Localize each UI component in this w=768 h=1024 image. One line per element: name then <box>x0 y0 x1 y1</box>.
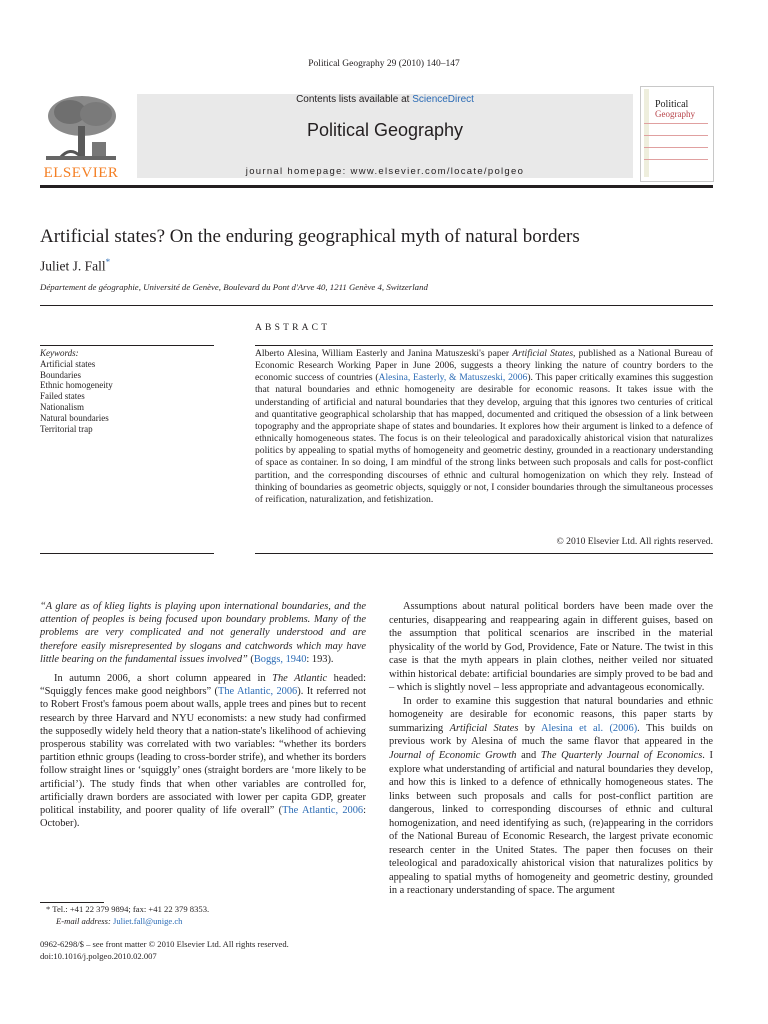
keywords-top-rule <box>40 345 214 346</box>
abstract-part: ). This paper critically examines this suggestion that natural boundaries and ethnic homogeneity are desirable for economic reasons. It takes issue with the understanding of artificial and natural boundaries that they develop, arguing that this ignores two centuries of critical and quantitative geographical scholarship that has mapped, documented and critiqued the obsession of a link between topography and the appropriate shape of states and boundaries. It explores how their argument is linked to a defence of ethnically homogeneous states. The focus is on their teleological and paradoxically ahistorical vision that naturalizes politics by appealing to spatial myths of homogeneity and geometric destiny, grounded in a reactionary understanding of space as container. In so doing, I am mindful of the strong links between such proposals and calls for post-conflict partition, and the corresponding discourses of ethnic and cultural homogenization on which they rely. Instead of thinking of boundaries as geometric objects, squiggly or not, I consider boundaries through the simultaneous processes of reification, naturalization, and fetishization. <box>255 372 713 505</box>
article-title: Artificial states? On the enduring geographical myth of natural borders <box>40 226 580 247</box>
keyword-item: Nationalism <box>40 401 84 412</box>
quote-part: : 193). <box>306 653 334 665</box>
elsevier-wordmark: ELSEVIER <box>43 165 119 181</box>
abstract-text <box>255 348 713 506</box>
author-name: Juliet J. Fall <box>40 258 106 274</box>
text-italic: Artificial States <box>449 722 519 734</box>
text-part: headed: “Squiggly fences make good neighbors” ( <box>40 673 366 698</box>
text-italic: Journal of Economic Growth <box>389 750 517 762</box>
abstract-part: , published as a National Bureau of Economic Research Working Paper in June 2006, suggests a theory linking the nature of country borders to the economic success of countries ( <box>255 348 713 384</box>
abstract-top-rule <box>255 345 713 346</box>
body-paragraph <box>389 695 713 898</box>
journal-homepage[interactable]: journal homepage: www.elsevier.com/locate/polgeo <box>245 166 525 177</box>
text-part: . I explore what understanding of artificial and natural boundaries they develop, and how this is linked to a defence of ethnically homogeneous states. The links between such proposals and calls for post-conflict partition are dangerous, linked to corresponding discourses of ethnic and cultural homogenization, and need identifying as such, (re)appearing in the corridors of the National Bureau of Economic Research, the largest private economic research center in the United States. The paper then focuses on their teleological and paradoxically ahistorical vision that naturalizes politics by appealing to spatial myths of homogeneity and geometric destiny, grounded in a reactionary understanding of space. The argument <box>389 750 714 897</box>
keywords-bottom-rule <box>40 553 214 554</box>
journal-cover-thumbnail[interactable] <box>640 86 714 182</box>
quote-citation-link[interactable]: Boggs, 1940 <box>253 653 307 665</box>
author-footnote-mark[interactable]: * <box>105 257 111 267</box>
title-rule <box>40 305 713 306</box>
keywords-heading: Keywords: <box>40 348 79 358</box>
elsevier-tree-logo <box>40 92 122 164</box>
journal-title: Political Geography <box>306 120 464 140</box>
cover-rule <box>644 135 708 136</box>
cover-rule <box>644 159 708 160</box>
keyword-item: Failed states <box>40 391 85 402</box>
citation-link[interactable]: The Atlantic, 2006 <box>218 686 298 698</box>
citation-link[interactable]: The Atlantic, 2006 <box>282 805 364 817</box>
text-part: In autumn 2006, a short column appeared in <box>54 673 273 685</box>
abstract-heading: ABSTRACT <box>255 323 331 333</box>
sciencedirect-link[interactable]: ScienceDirect <box>412 94 474 105</box>
keyword-item: Natural boundaries <box>40 412 109 423</box>
body-left-column <box>40 600 366 830</box>
text-part: and <box>516 750 541 762</box>
abstract-citation-link[interactable]: Alesina, Easterly, & Matuszeski, 2006 <box>378 372 528 384</box>
body-paragraph: Assumptions about natural political borders have been made over the centuries, disappearing and reappearing again in different guises, based on the assumption that political scenarios are inscribed in the material physicality of the world by God, Providence, Fate or Nature. The twist in this case is that the myth appears in plain clothes, neither veiled nor situated within historical debate: artificial boundaries are simply proved to be bad and – which is slightly novel – less appropriate and advantageous economically. <box>389 601 713 694</box>
footnote-rule <box>40 902 104 903</box>
text-italic: The Quarterly Journal of Economics <box>540 750 703 762</box>
body-right-column <box>389 600 713 898</box>
doi-line[interactable]: doi:10.1016/j.polgeo.2010.02.007 <box>40 951 157 961</box>
text-part: ). It referred not to Robert Frost's famous poem about walls, apple trees and pines but to recent research by three Harvard and NYU economists: a new study had confirmed the supposedly widely held theory that a nation-state's likelihood of achieving prosperous stability was correlated with two variables: “whether its borders partition ethnic groups (leading to cross-border strife), and whether its borders follow straight lines or ‘squiggly’ ones (straight borders are ‘more likely to be artificial’). The study finds that when other variables are controlled for, artificially drawn borders are associated with lower per capita GDP, greater political instability, and poorer quality of life overall” ( <box>40 686 367 817</box>
keyword-item: Artificial states <box>40 358 96 369</box>
footnote-phone: * Tel.: +41 22 379 9894; fax: +41 22 379 8353. <box>46 904 210 914</box>
header-rule <box>40 185 713 188</box>
quote-text: “A glare as of klieg lights is playing upon international boundaries, and the attention of peoples is being focused upon boundary problems. Many of the problems are very complicated and not generally understood and are therefore easily misrepresented by slogans and catchwords which may have little bearing on the fundamental issues involved” <box>40 601 366 665</box>
contents-prefix: Contents lists available at <box>296 94 413 105</box>
body-paragraph <box>40 672 366 830</box>
text-italic: The Atlantic <box>272 673 328 685</box>
email-link[interactable]: Juliet.fall@unige.ch <box>112 915 183 926</box>
cover-strip <box>644 89 649 177</box>
abstract-part: Alberto Alesina, William Easterly and Janina Matuszeski's paper <box>255 348 513 359</box>
keyword-item: Territorial trap <box>40 423 93 434</box>
issn-line: 0962-6298/$ – see front matter © 2010 Elsevier Ltd. All rights reserved. <box>40 939 289 949</box>
epigraph-quote <box>40 600 366 666</box>
citation-link[interactable]: Alesina et al. (2006) <box>540 722 638 734</box>
author-affiliation: Département de géographie, Université de Genève, Boulevard du Pont d'Arve 40, 1211 Genève 4, Switzerland <box>40 282 428 292</box>
running-head: Political Geography 29 (2010) 140–147 <box>308 59 460 69</box>
abstract-bottom-rule <box>255 553 713 554</box>
cover-rule <box>644 147 708 148</box>
keyword-item: Boundaries <box>40 369 81 380</box>
quote-part: ( <box>247 653 254 665</box>
abstract-copyright: © 2010 Elsevier Ltd. All rights reserved. <box>556 536 713 547</box>
article-author <box>40 257 110 275</box>
email-label: E-mail address: <box>56 915 113 926</box>
footnote-email-line <box>40 916 366 928</box>
contents-line <box>137 94 633 105</box>
text-part: : October). <box>40 805 367 830</box>
abstract-italic: Artificial States <box>512 348 574 359</box>
text-part: . This builds on previous work by Alesina of much the same flavor that appeared in the <box>389 722 713 748</box>
cover-title-line2: Geography <box>655 109 695 119</box>
keywords-box <box>40 348 214 434</box>
text-part: by <box>518 722 541 734</box>
text-part: In order to examine this suggestion that natural boundaries and ethnic homogeneity are desirable for economic reasons, this paper starts by summarizing <box>389 695 713 734</box>
issn-block <box>40 938 366 962</box>
author-footnote <box>40 904 366 927</box>
keyword-item: Ethnic homogeneity <box>40 380 113 391</box>
cover-title-line1: Political <box>655 99 689 110</box>
cover-rule <box>644 123 708 124</box>
